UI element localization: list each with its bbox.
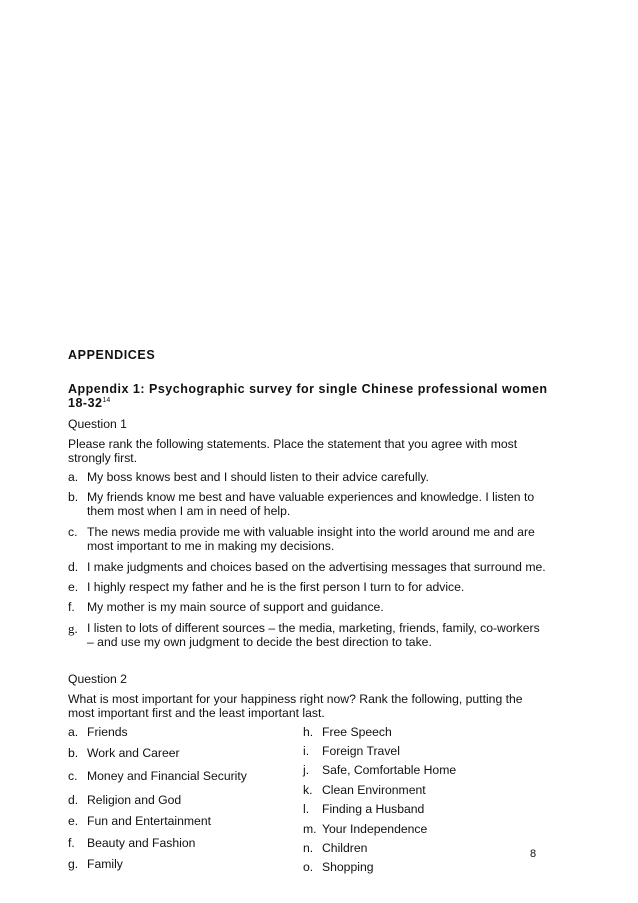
list-item-text: I make judgments and choices based on the advertising messages that surround me. [87, 559, 546, 574]
list-item [68, 793, 303, 807]
list-item [68, 857, 303, 871]
appendix-content [68, 348, 548, 880]
list-item [68, 490, 548, 519]
list-item-text: Clean Environment [322, 782, 426, 797]
question-1-prompt: Please rank the following statements. Place the statement that you agree with most strongly first. [68, 436, 518, 466]
list-item-text: My boss knows best and I should listen to their advice carefully. [87, 469, 429, 484]
section-heading: APPENDICES [68, 348, 156, 362]
appendix-title-text: Appendix 1: Psychographic survey for single Chinese professional women 18-32 [68, 381, 548, 410]
list-marker: a. [68, 724, 79, 739]
list-marker: e. [68, 579, 79, 594]
list-item-text: I listen to lots of different sources – the media, marketing, friends, family, co-workers – and use my own judgment to decide the best direction to take. [87, 620, 540, 650]
list-item-text: Foreign Travel [322, 744, 400, 759]
list-item-text: Finding a Husband [322, 802, 425, 817]
question-2-options [68, 725, 548, 880]
list-item [303, 860, 548, 874]
spacer [68, 655, 548, 672]
list-item [68, 725, 303, 739]
list-item [303, 725, 548, 739]
page-number: 8 [530, 848, 537, 860]
list-item [68, 621, 548, 650]
list-item [303, 744, 548, 758]
list-item [68, 470, 548, 484]
list-item-text: Fun and Entertainment [87, 814, 211, 829]
list-item [303, 763, 548, 777]
list-item-text: Shopping [322, 860, 374, 875]
list-marker: g. [68, 857, 79, 871]
options-right-column [303, 725, 548, 880]
list-marker: h. [303, 724, 314, 739]
list-item-text: My mother is my main source of support and guidance. [87, 600, 384, 615]
options-left-column [68, 725, 303, 880]
list-marker: k. [303, 782, 313, 797]
list-marker: c. [68, 769, 78, 784]
list-item-text: Family [87, 857, 123, 871]
list-marker: m. [303, 821, 317, 836]
list-item-text: Work and Career [87, 746, 180, 761]
list-marker: g. [68, 620, 78, 636]
list-item [68, 769, 303, 783]
list-item-text: I highly respect my father and he is the first person I turn to for advice. [87, 579, 465, 594]
question-1-label: Question 1 [68, 417, 127, 432]
list-marker: a. [68, 469, 79, 484]
list-marker: c. [68, 524, 78, 539]
list-marker: i. [303, 744, 310, 759]
list-marker: j. [303, 763, 310, 778]
question-1-list [68, 470, 548, 650]
footnote-reference: 14 [102, 396, 111, 404]
list-marker: f. [68, 600, 75, 615]
list-marker: d. [68, 559, 79, 574]
list-item-text: Free Speech [322, 724, 392, 739]
list-item-text: Safe, Comfortable Home [322, 763, 457, 778]
list-item-text: My friends know me best and have valuable experiences and knowledge. I listen to them most when I am in need of help. [87, 489, 535, 519]
question-2-prompt: What is most important for your happiness right now? Rank the following, putting the most important first and the least important last. [68, 691, 523, 721]
list-marker: b. [68, 746, 79, 761]
appendix-title [68, 383, 548, 411]
list-marker: d. [68, 792, 79, 807]
list-marker: f. [68, 835, 75, 850]
list-marker: e. [68, 814, 79, 829]
list-marker: b. [68, 489, 79, 504]
list-item [303, 841, 548, 855]
list-item [68, 746, 303, 760]
list-item-text: Religion and God [87, 792, 182, 807]
list-item [68, 836, 303, 850]
list-item [68, 814, 303, 828]
list-item [303, 783, 548, 797]
list-item-text: Your Independence [322, 821, 428, 836]
list-item [303, 802, 548, 816]
list-item [68, 600, 548, 614]
list-item [68, 525, 548, 554]
list-item-text: Beauty and Fashion [87, 835, 196, 850]
list-item-text: Children [322, 841, 368, 855]
list-item-text: Friends [87, 724, 128, 739]
question-2-label: Question 2 [68, 672, 127, 687]
list-item [303, 822, 548, 836]
list-item [68, 580, 548, 594]
list-item-text: The news media provide me with valuable insight into the world around me and are most important to me in making my decisions. [87, 524, 535, 554]
list-marker: o. [303, 860, 314, 875]
list-item [68, 560, 548, 574]
list-marker: n. [303, 841, 314, 855]
list-item-text: Money and Financial Security [87, 769, 247, 784]
list-marker: l. [303, 802, 310, 817]
